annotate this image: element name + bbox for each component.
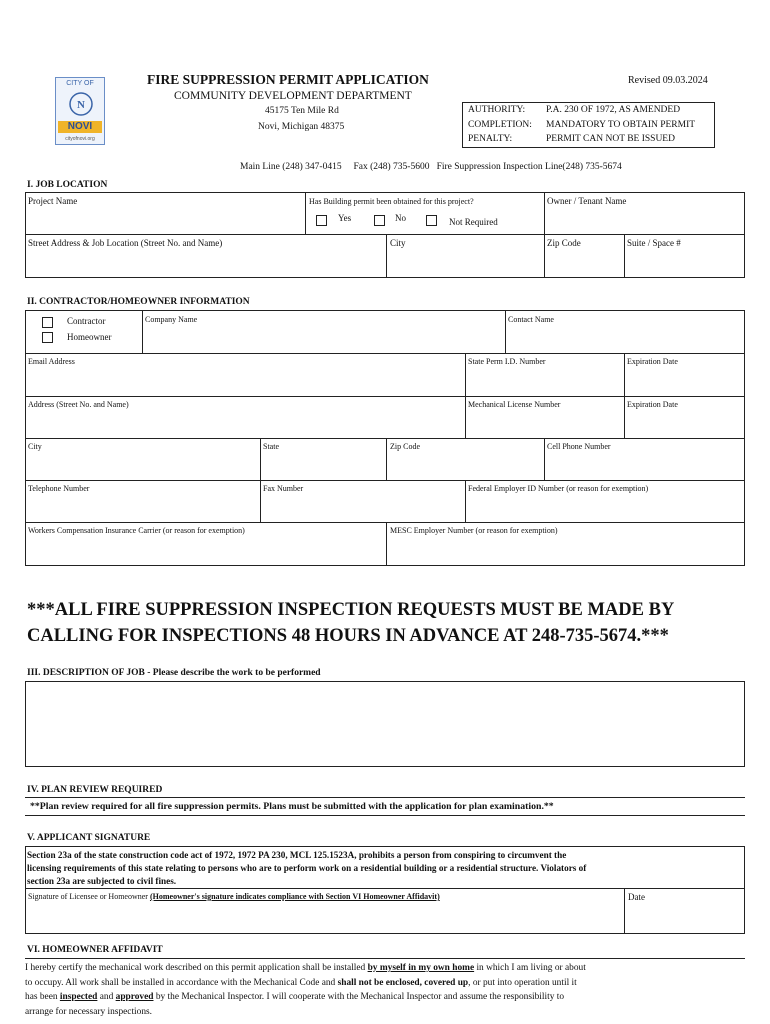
job-zip-label: Zip Code	[547, 238, 581, 248]
mechanical-license-field[interactable]	[467, 411, 622, 437]
contractor-checkbox[interactable]	[42, 317, 53, 328]
email-field[interactable]	[26, 368, 463, 394]
mesc-label: MESC Employer Number (or reason for exemption)	[390, 526, 558, 535]
statute-line-2: licensing requirements of this state relating to persons who are to perform work on a residential building or a residential structure. Violators of	[27, 863, 587, 873]
homeowner-affidavit-text: I hereby certify the mechanical work described on this permit application shall be installed by myself in my own home in which I am living or about to occupy. All work shall be installed in accordance with the Mechanical Code and shall not be enclosed, covered up, or put into operation until it has been inspected and approved by the Mechanical Inspector. I will cooperate with the Mechanical Inspector and assume the responsibility to arrange for necessary inspections.	[25, 963, 586, 1017]
department-name: COMMUNITY DEVELOPMENT DEPARTMENT	[174, 90, 412, 102]
project-name-field[interactable]	[26, 206, 302, 232]
svg-text:N: N	[77, 99, 85, 111]
contractor-zip-label: Zip Code	[390, 442, 420, 451]
signature-label: Signature of Licensee or Homeowner (Homeowner's signature indicates compliance with Section VI Homeowner Affidavit)	[28, 892, 440, 901]
mechanical-license-label: Mechanical License Number	[468, 400, 561, 409]
logo-top-text: CITY OF	[66, 80, 94, 87]
section-2-heading: II. CONTRACTOR/HOMEOWNER INFORMATION	[27, 297, 250, 307]
completion-label: COMPLETION:	[468, 120, 532, 130]
completion-value: MANDATORY TO OBTAIN PERMIT	[546, 120, 696, 130]
contractor-address-field[interactable]	[26, 411, 463, 437]
contractor-city-label: City	[28, 442, 42, 451]
city-of-novi-logo	[55, 77, 105, 145]
telephone-label: Telephone Number	[28, 484, 90, 493]
statute-line-3: section 23a are subjected to civil fines.	[27, 876, 177, 886]
street-address-field[interactable]	[26, 250, 384, 276]
building-permit-no-checkbox[interactable]	[374, 215, 385, 226]
revised-date: Revised 09.03.2024	[628, 75, 708, 86]
contractor-state-label: State	[263, 442, 279, 451]
building-permit-not-required-label: Not Required	[449, 217, 498, 227]
form-title: FIRE SUPPRESSION PERMIT APPLICATION	[147, 72, 429, 87]
project-name-label: Project Name	[28, 196, 78, 206]
logo-novi-text: NOVI	[58, 121, 102, 133]
fax-label: Fax Number	[263, 484, 304, 493]
owner-tenant-field[interactable]	[546, 206, 743, 232]
job-zip-field[interactable]	[546, 250, 622, 276]
contact-name-field[interactable]	[507, 325, 743, 351]
fax-field[interactable]	[262, 495, 463, 521]
section-4-heading: IV. PLAN REVIEW REQUIRED	[27, 785, 163, 795]
company-name-field[interactable]	[144, 325, 503, 351]
state-perm-field[interactable]	[467, 368, 622, 394]
contractor-city-field[interactable]	[26, 453, 258, 479]
expiration-2-label: Expiration Date	[627, 400, 678, 409]
logo-url-text: cityofnovi.org	[65, 136, 95, 142]
penalty-value: PERMIT CAN NOT BE ISSUED	[546, 134, 675, 144]
building-permit-no-label: No	[395, 213, 406, 223]
signature-date-label: Date	[628, 892, 645, 902]
address-line-2: Novi, Michigan 48375	[258, 122, 345, 132]
homeowner-checkbox[interactable]	[42, 332, 53, 343]
cell-phone-label: Cell Phone Number	[547, 442, 611, 451]
signature-date-field[interactable]	[626, 903, 743, 932]
statute-line-1: Section 23a of the state construction code act of 1972, 1972 PA 230, MCL 125.1523A, prohibits a person from conspiring to circumvent the	[27, 850, 567, 860]
company-name-label: Company Name	[145, 315, 198, 324]
owner-tenant-label: Owner / Tenant Name	[547, 196, 627, 206]
suite-field[interactable]	[626, 250, 743, 276]
expiration-1-field[interactable]	[626, 368, 743, 394]
building-permit-yes-label: Yes	[338, 213, 352, 223]
fein-field[interactable]	[467, 495, 743, 521]
building-permit-yes-checkbox[interactable]	[316, 215, 327, 226]
signature-note: (Homeowner's signature indicates compliance with Section VI Homeowner Affidavit)	[149, 892, 440, 901]
authority-label: AUTHORITY:	[468, 105, 526, 115]
contractor-address-label: Address (Street No. and Name)	[28, 400, 129, 409]
inspection-notice-line-2: CALLING FOR INSPECTIONS 48 HOURS IN ADVANCE AT 248-735-5674.***	[27, 626, 669, 646]
suite-label: Suite / Space #	[627, 238, 681, 248]
job-description-field[interactable]	[25, 681, 745, 767]
contact-phones: Main Line (248) 347-0415 Fax (248) 735-5600 Fire Suppression Inspection Line(248) 735-5674	[240, 162, 622, 172]
contact-name-label: Contact Name	[508, 315, 554, 324]
building-permit-question: Has Building permit been obtained for this project?	[309, 197, 474, 206]
signature-field[interactable]	[26, 903, 622, 932]
expiration-1-label: Expiration Date	[627, 357, 678, 366]
inspection-notice-line-1: ***ALL FIRE SUPPRESSION INSPECTION REQUESTS MUST BE MADE BY	[27, 600, 675, 620]
fein-label: Federal Employer ID Number (or reason for exemption)	[468, 484, 649, 493]
contractor-zip-field[interactable]	[388, 453, 542, 479]
workers-comp-field[interactable]	[26, 537, 384, 565]
building-permit-not-required-checkbox[interactable]	[426, 215, 437, 226]
penalty-label: PENALTY:	[468, 134, 513, 144]
email-label: Email Address	[28, 357, 75, 366]
state-perm-label: State Perm I.D. Number	[468, 357, 546, 366]
section-6-heading: VI. HOMEOWNER AFFIDAVIT	[27, 945, 163, 955]
plan-review-text: **Plan review required for all fire suppression permits. Plans must be submitted with the application for plan examination.**	[30, 801, 554, 812]
job-city-label: City	[390, 238, 406, 248]
street-address-label: Street Address & Job Location (Street No. and Name)	[28, 238, 223, 248]
statute-text	[27, 849, 586, 888]
authority-box	[462, 102, 715, 148]
contractor-state-field[interactable]	[262, 453, 384, 479]
inspection-notice	[27, 597, 674, 649]
authority-value: P.A. 230 OF 1972, AS AMENDED	[546, 105, 681, 115]
section-5-heading: V. APPLICANT SIGNATURE	[27, 833, 151, 843]
section-1-heading: I. JOB LOCATION	[27, 180, 108, 190]
contractor-label: Contractor	[67, 316, 106, 326]
telephone-field[interactable]	[26, 495, 258, 521]
mesc-field[interactable]	[388, 537, 743, 565]
cell-phone-field[interactable]	[546, 453, 743, 479]
workers-comp-label: Workers Compensation Insurance Carrier (or reason for exemption)	[28, 526, 245, 535]
section-3-heading: III. DESCRIPTION OF JOB - Please describe the work to be performed	[27, 668, 321, 678]
job-city-field[interactable]	[388, 250, 542, 276]
compass-emblem-icon	[68, 90, 94, 118]
homeowner-label: Homeowner	[67, 332, 112, 342]
address-line-1: 45175 Ten Mile Rd	[265, 106, 339, 116]
expiration-2-field[interactable]	[626, 411, 743, 437]
